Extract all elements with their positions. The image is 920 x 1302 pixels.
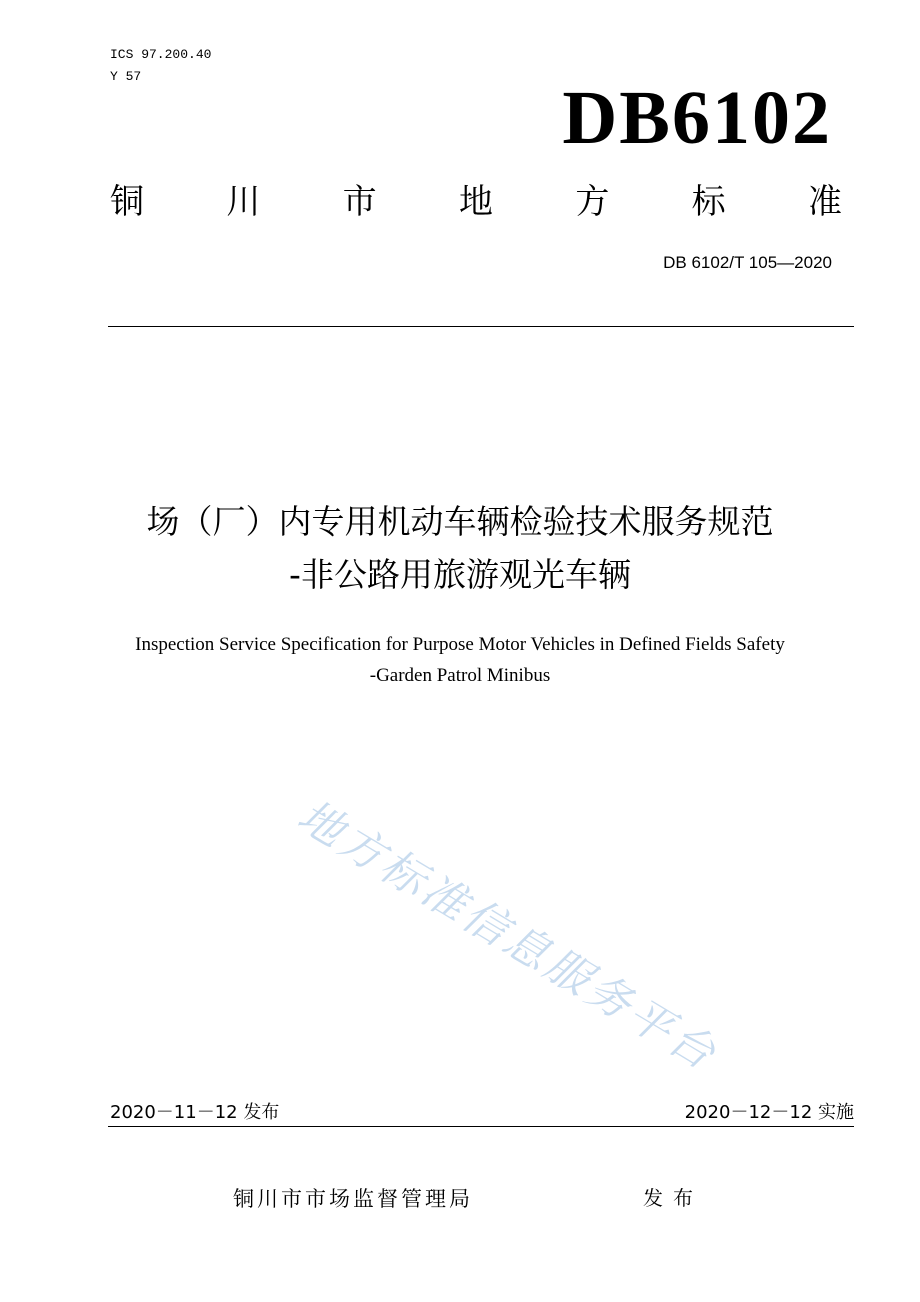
standard-type-char: 标: [691, 182, 726, 222]
issue-date: 2020－11－12 发布: [110, 1102, 280, 1123]
db-logo: DB6102: [562, 76, 832, 160]
ccs-code: Y 57: [110, 69, 142, 84]
bottom-divider: [108, 1126, 854, 1127]
classification-codes: [110, 46, 211, 90]
standard-type: [110, 180, 842, 224]
title-en-line1: Inspection Service Specification for Purpose Motor Vehicles in Defined Fields Safety: [135, 634, 785, 655]
standard-type-char: 地: [458, 182, 493, 222]
implement-date: 2020－12－12 实施: [684, 1102, 854, 1123]
standard-type-char: 铜: [110, 182, 144, 222]
watermark: 地方标准信息服务平台: [288, 790, 727, 1082]
issuer: 铜川市市场监督管理局: [233, 1187, 473, 1211]
top-divider: [108, 326, 854, 327]
issue-label: 发布: [643, 1186, 703, 1210]
standard-type-char: 方: [575, 182, 610, 222]
title-cn-line2: -非公路用旅游观光车辆: [289, 555, 631, 594]
ics-code: ICS 97.200.40: [110, 47, 212, 62]
title-en-line2: -Garden Patrol Minibus: [369, 665, 551, 686]
title-cn-line1: 场（厂）内专用机动车辆检验技术服务规范: [146, 502, 774, 541]
standard-type-char: 准: [807, 182, 842, 222]
standard-type-char: 市: [342, 182, 377, 222]
standard-type-char: 川: [226, 182, 261, 222]
standard-number: DB 6102/T 105—2020: [663, 253, 832, 272]
